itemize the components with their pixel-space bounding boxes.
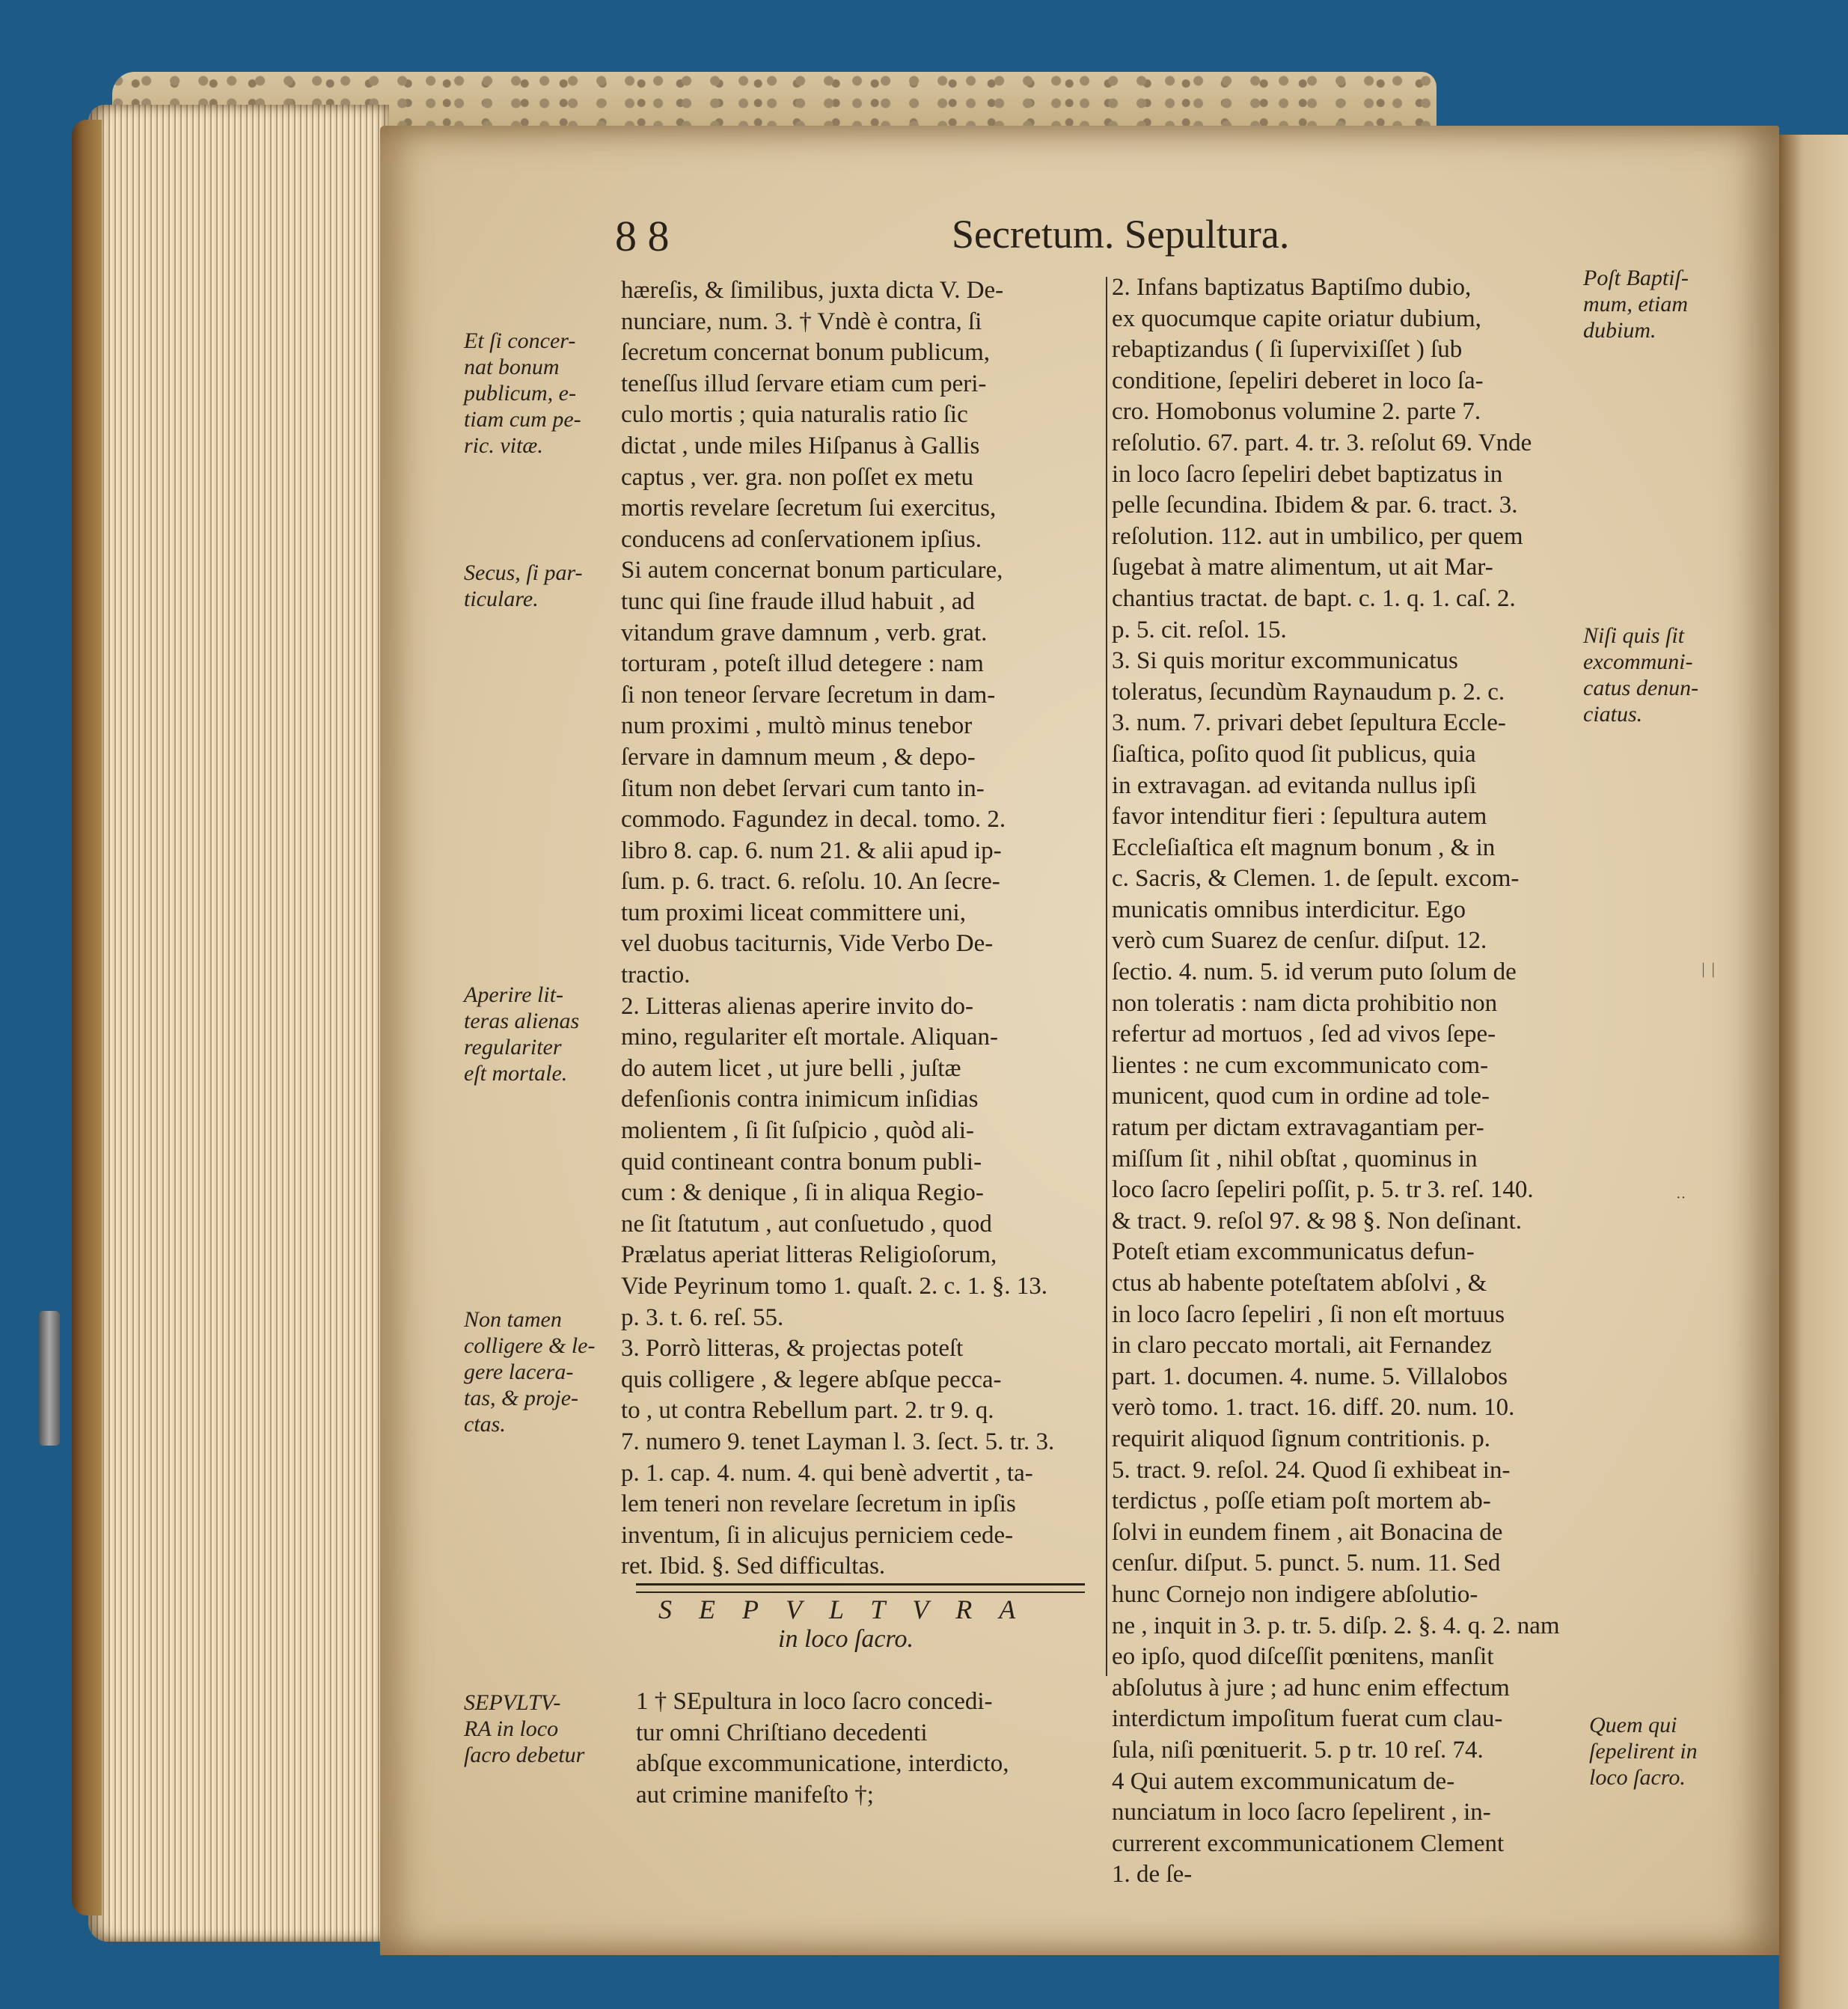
text-line: quid contineant contra bonum publi- xyxy=(621,1148,982,1175)
text-line: 3. Si quis moritur excommunicatus xyxy=(1112,647,1458,675)
text-line: hæreſis, & ſimilibus, juxta dicta V. De- xyxy=(621,277,1004,304)
text-line: in extravagan. ad evitanda nullus ipſi xyxy=(1112,771,1477,799)
text-line: municent, quod cum in ordine ad tole- xyxy=(1112,1083,1490,1110)
text-line: mino, regulariter eſt mortale. Aliquan- xyxy=(621,1024,999,1051)
text-line: chantius tractat. de bapt. c. 1. q. 1. caſ. 2. xyxy=(1112,584,1516,612)
text-line: commodo. Fagundez in decal. tomo. 2. xyxy=(621,806,1006,834)
text-line: reſolution. 112. aut in umbilico, per quem xyxy=(1112,522,1523,550)
margin-note-right-1: Poſt Baptiſ- mum, etiam dubium. xyxy=(1583,266,1689,343)
margin-note-left-5: SEPVLTV- RA in loco ſacro debetur xyxy=(464,1690,585,1767)
text-line: Prælatus aperiat litteras Religioſorum, xyxy=(621,1241,997,1269)
text-line: ſula, niſi pœnituerit. 5. p tr. 10 reſ. 74. xyxy=(1112,1736,1484,1764)
text-line: miſſum ſit , nihil obſtat , quominus in xyxy=(1112,1145,1478,1172)
text-line: 2. Infans baptizatus Baptiſmo dubio, xyxy=(1112,274,1472,301)
section-rule xyxy=(636,1583,1085,1593)
section-subtitle: in loco ſacro. xyxy=(778,1625,914,1653)
text-line: do autem licet , ut jure belli , juſtæ xyxy=(621,1054,961,1082)
text-line: mortis revelare ſecretum ſui exercitus, xyxy=(621,495,997,522)
text-line: interdictum impoſitum fuerat cum clau- xyxy=(1112,1705,1503,1733)
text-line: ex quocumque capite oriatur dubium, xyxy=(1112,305,1481,332)
text-line: culo mortis ; quia naturalis ratio ſic xyxy=(621,401,968,429)
right-column-text xyxy=(1112,272,1583,1891)
text-line: tum proximi liceat committere uni, xyxy=(621,899,966,926)
text-line: requirit aliquod ſignum contritionis. p. xyxy=(1112,1425,1490,1452)
text-line: ſum. p. 6. tract. 6. reſolu. 10. An ſecre- xyxy=(621,868,1000,896)
text-line: toleratus, ſecundùm Raynaudum p. 2. c. xyxy=(1112,678,1505,706)
margin-note-right-2: Niſi quis ſit excommuni- catus denun- ciatus. xyxy=(1583,623,1699,727)
text-line: eo ipſo, quod diſceſſit pœnitens, manſit xyxy=(1112,1643,1494,1671)
margin-note-left-4: Non tamen colligere & le- gere lacera- tas, & proje- ctas. xyxy=(464,1307,596,1437)
text-line: vitandum grave damnum , verb. grat. xyxy=(621,619,988,646)
text-line: ne ſit ſtatutum , aut conſuetudo , quod xyxy=(621,1210,992,1238)
text-line: tunc qui ſine fraude illud habuit , ad xyxy=(621,587,975,615)
text-line: captus , ver. gra. non poſſet ex metu xyxy=(621,463,974,491)
text-line: rebaptizandus ( ſi ſupervixiſſet ) ſub xyxy=(1112,336,1463,364)
text-line: 5. tract. 9. reſol. 24. Quod ſi exhibeat in- xyxy=(1112,1456,1511,1484)
text-line: 3. Porrò litteras, & projectas poteſt xyxy=(621,1335,964,1363)
text-line: in loco ſacro ſepeliri , ſi non eſt mortuus xyxy=(1112,1300,1505,1328)
text-line: c. Sacris, & Clemen. 1. de ſepult. excom- xyxy=(1112,865,1520,893)
text-line: verò tomo. 1. tract. 16. diff. 20. num. 10. xyxy=(1112,1394,1515,1422)
text-line: non toleratis : nam dicta prohibitio non xyxy=(1112,989,1498,1017)
text-line: ſitum non debet ſervari cum tanto in- xyxy=(621,774,985,802)
margin-note-left-1: Et ſi concer- nat bonum publicum, e- tiam cum pe- ric. vitæ. xyxy=(464,328,581,458)
margin-note-right-3: Quem qui ſepelirent in loco ſacro. xyxy=(1589,1713,1698,1790)
left-column-bottom-text xyxy=(636,1687,1100,1811)
metal-clasp xyxy=(39,1311,60,1446)
facing-page-edge xyxy=(1779,135,1848,2009)
text-line: aut crimine manifeſto †; xyxy=(636,1781,874,1808)
text-line: cum : & denique , ſi in aliqua Regio- xyxy=(621,1179,984,1207)
text-line: reſolutio. 67. part. 4. tr. 3. reſolut 69. Vnde xyxy=(1112,429,1532,456)
text-line: dictat , unde miles Hiſpanus à Gallis xyxy=(621,432,980,459)
text-line: nunciatum in loco ſacro ſepelirent , in- xyxy=(1112,1799,1491,1826)
text-line: Eccleſiaſtica eſt magnum bonum , & in xyxy=(1112,834,1496,861)
text-line: verò cum Suarez de cenſur. diſput. 12. xyxy=(1112,927,1487,955)
text-line: defenſionis contra inimicum inſidias xyxy=(621,1086,979,1113)
text-line: ratum per dictam extravagantiam per- xyxy=(1112,1114,1484,1142)
text-line: loco ſacro ſepeliri poſſit, p. 5. tr 3. reſ. 140. xyxy=(1112,1176,1534,1204)
text-line: 7. numero 9. tenet Layman l. 3. ſect. 5. tr. 3. xyxy=(621,1428,1055,1455)
text-line: ſolvi in eundem finem , ait Bonacina de xyxy=(1112,1518,1503,1546)
text-line: conditione, ſepeliri deberet in loco ſa- xyxy=(1112,367,1484,394)
text-line: municatis omnibus interdicitur. Ego xyxy=(1112,896,1466,923)
column-divider xyxy=(1106,277,1107,1676)
text-line: ctus ab habente poteſtatem abſolvi , & xyxy=(1112,1270,1487,1297)
text-line: tur omni Chriſtiano decedenti xyxy=(636,1719,928,1746)
text-line: 1. de ſe- xyxy=(1112,1861,1193,1889)
text-line: nunciare, num. 3. † Vndè è contra, ſi xyxy=(621,308,982,335)
section-title: SEPVLTVRA xyxy=(658,1594,1043,1624)
running-title: Secretum. Sepultura. xyxy=(952,212,1290,257)
text-line: Si autem concernat bonum particulare, xyxy=(621,557,1003,584)
text-line: currerent excommunicationem Clement xyxy=(1112,1829,1505,1857)
text-line: Vide Peyrinum tomo 1. quaſt. 2. c. 1. §. 13. xyxy=(621,1273,1047,1300)
text-line: in loco ſacro ſepeliri debet baptizatus in xyxy=(1112,460,1503,488)
text-line: to , ut contra Rebellum part. 2. tr 9. q. xyxy=(621,1397,994,1425)
text-line: pelle ſecundina. Ibidem & par. 6. tract. 3. xyxy=(1112,492,1518,519)
ink-speck-2: ·· xyxy=(1676,1190,1686,1206)
text-line: ret. Ibid. §. Sed difficultas. xyxy=(621,1553,886,1580)
text-line: ſervare in damnum meum , & depo- xyxy=(621,743,976,771)
text-line: refertur ad mortuos , ſed ad vivos ſepe- xyxy=(1112,1021,1496,1048)
text-line: tractio. xyxy=(621,961,691,989)
text-line: abſque excommunicatione, interdicto, xyxy=(636,1750,1009,1778)
text-line: libro 8. cap. 6. num 21. & alii apud ip- xyxy=(621,837,1002,864)
text-line: torturam , poteſt illud detegere : nam xyxy=(621,650,984,678)
text-line: ſi non teneor ſervare ſecretum in dam- xyxy=(621,681,996,709)
text-line: ſectio. 4. num. 5. id verum puto ſolum de xyxy=(1112,958,1517,986)
text-line: 3. num. 7. privari debet ſepultura Eccle- xyxy=(1112,709,1506,737)
text-line: lientes : ne cum excommunicato com- xyxy=(1112,1051,1489,1079)
text-line: in claro peccato mortali, ait Fernandez xyxy=(1112,1332,1492,1360)
text-line: quis colligere , & legere abſque pecca- xyxy=(621,1366,1002,1393)
left-column-text xyxy=(621,275,1088,1583)
text-line: p. 3. t. 6. reſ. 55. xyxy=(621,1303,784,1331)
text-line: hunc Cornejo non indigere abſolutio- xyxy=(1112,1580,1478,1608)
text-line: ſiaſtica, poſito quod ſit publicus, quia xyxy=(1112,740,1476,768)
text-line: p. 5. cit. reſol. 15. xyxy=(1112,616,1287,643)
text-line: inventum, ſi in alicujus perniciem cede- xyxy=(621,1521,1014,1549)
text-line: favor intenditur fieri : ſepultura autem xyxy=(1112,803,1487,831)
text-line: conducens ad conſervationem ipſius. xyxy=(621,525,982,553)
text-line: ſugebat à matre alimentum, ut ait Mar- xyxy=(1112,554,1493,581)
ink-speck: ᛁᛁ xyxy=(1698,961,1719,979)
text-line: part. 1. documen. 4. nume. 5. Villalobos xyxy=(1112,1363,1508,1390)
text-line: num proximi , multò minus tenebor xyxy=(621,712,973,740)
text-line: terdictus , poſſe etiam poſt mortem ab- xyxy=(1112,1487,1491,1515)
text-line: Poteſt etiam excommunicatus defun- xyxy=(1112,1238,1475,1266)
page-number: 8 8 xyxy=(615,212,670,260)
page-stack-edges xyxy=(88,105,389,1942)
text-line: 4 Qui autem excommunicatum de- xyxy=(1112,1767,1455,1795)
text-line: ne , inquit in 3. p. tr. 5. diſp. 2. §. 4. q. 2. nam xyxy=(1112,1612,1560,1639)
text-line: ſecretum concernat bonum publicum, xyxy=(621,339,991,367)
text-line: cenſur. diſput. 5. punct. 5. num. 11. Sed xyxy=(1112,1550,1501,1577)
text-line: 2. Litteras alienas aperire invito do- xyxy=(621,992,973,1020)
text-line: vel duobus taciturnis, Vide Verbo De- xyxy=(621,930,994,958)
text-line: p. 1. cap. 4. num. 4. qui benè advertit , ta- xyxy=(621,1459,1033,1487)
margin-note-left-3: Aperire lit- teras alienas regulariter eſt mortale. xyxy=(464,982,580,1086)
text-line: lem teneri non revelare ſecretum in ipſis xyxy=(621,1490,1016,1518)
text-line: 1 † SEpultura in loco ſacro concedi- xyxy=(636,1688,993,1715)
text-line: & tract. 9. reſol 97. & 98 §. Non deſinant. xyxy=(1112,1207,1523,1235)
text-line: abſolutus à jure ; ad hunc enim effectum xyxy=(1112,1674,1510,1701)
text-line: molientem , ſi ſit ſuſpicio , quòd ali- xyxy=(621,1117,975,1145)
text-line: teneſſus illud ſervare etiam cum peri- xyxy=(621,370,987,397)
margin-note-left-2: Secus, ſi par- ticulare. xyxy=(464,560,583,611)
text-line: cro. Homobonus volumine 2. parte 7. xyxy=(1112,398,1481,426)
